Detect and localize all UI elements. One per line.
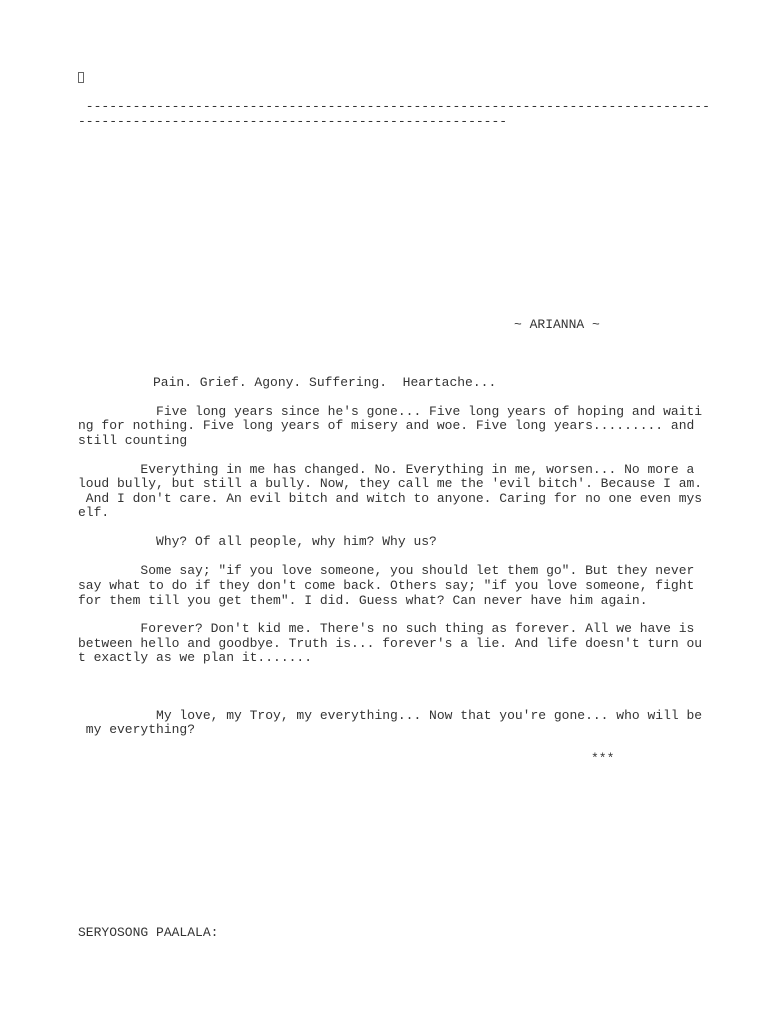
chapter-heading: ~ ARIANNA ~ (514, 317, 600, 332)
paragraph-line: And I don't care. An evil bitch and witch to anyone. Caring for no one even mys (78, 491, 703, 506)
paragraph-line: Five long years since he's gone... Five long years of hoping and waiti (78, 404, 703, 419)
scene-break: *** (591, 751, 615, 766)
paragraph-line: Some say; "if you love someone, you should let them go". But they never (78, 563, 695, 578)
separator-line: -------------------------------------------------------------------------------- (78, 99, 710, 114)
paragraph-line: my everything? (78, 722, 196, 737)
paragraph-line: between hello and goodbye. Truth is... forever's a lie. And life doesn't turn ou (78, 636, 703, 651)
paragraph-line: for them till you get them". I did. Guess what? Can never have him again. (78, 593, 648, 608)
paragraph-line: loud bully, but still a bully. Now, they call me the 'evil bitch'. Because I am. (78, 476, 703, 491)
paragraph-line: My love, my Troy, my everything... Now that you're gone... who will be (78, 708, 703, 723)
paragraph-line: ng for nothing. Five long years of misery and woe. Five long years......... and (78, 418, 695, 433)
paragraph-line: Forever? Don't kid me. There's no such thing as forever. All we have is (78, 621, 695, 636)
paragraph-line: elf. (78, 505, 110, 520)
separator-line: ------------------------------------------------------- (78, 114, 508, 129)
paragraph-line: t exactly as we plan it....... (78, 650, 313, 665)
paragraph-line: Why? Of all people, why him? Why us? (78, 534, 437, 549)
paragraph-line: still counting (78, 433, 188, 448)
paragraph-line: say what to do if they don't come back. Others say; "if you love someone, fight (78, 578, 695, 593)
paragraph-line: Everything in me has changed. No. Everything in me, worsen... No more a (78, 462, 695, 477)
paragraph-line: Pain. Grief. Agony. Suffering. Heartache... (153, 375, 497, 390)
missing-glyph-icon (78, 72, 84, 83)
footer-heading: SERYOSONG PAALALA: (78, 925, 219, 940)
